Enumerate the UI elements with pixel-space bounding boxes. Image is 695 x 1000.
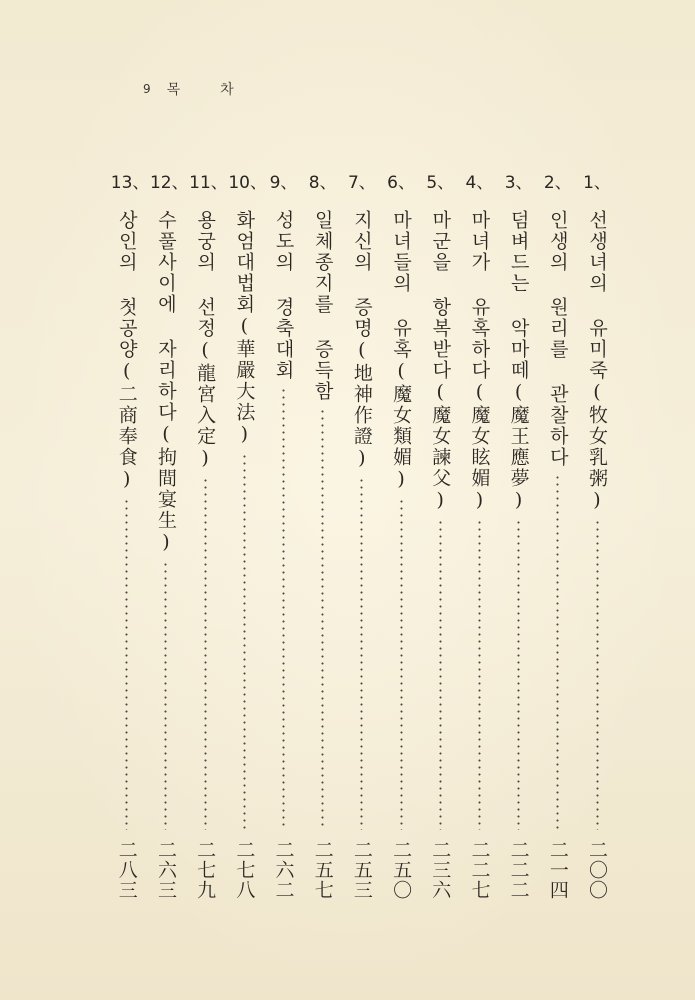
entry-page: 二六二 (272, 840, 295, 900)
entry-number: 4、 (465, 173, 494, 193)
entry-body (463, 210, 495, 900)
toc-entry[interactable] (346, 172, 378, 912)
entry-page: 二六三 (154, 840, 177, 900)
dot-leader (204, 477, 207, 830)
entry-title: 선생녀의 유미죽(牧女乳粥) (586, 210, 608, 513)
entry-body (307, 210, 339, 900)
dot-leader (400, 498, 403, 830)
entry-page: 二五〇 (390, 840, 413, 900)
entry-page: 二三六 (429, 840, 452, 900)
toc-entry[interactable] (268, 172, 300, 912)
dot-leader (517, 519, 520, 830)
toc-entry[interactable] (189, 172, 228, 912)
entry-number: 6、 (387, 173, 415, 193)
entry-body (542, 210, 574, 900)
entry-title: 수풀사이에 자리하다(拘間宴生) (154, 210, 177, 555)
dot-leader (282, 387, 285, 830)
entry-number: 3、 (504, 173, 533, 193)
toc-entry[interactable] (463, 172, 495, 912)
entry-title: 용궁의 선정(龍宮入定) (194, 210, 217, 471)
dot-leader (360, 477, 363, 830)
dot-leader (321, 408, 324, 830)
entry-number: 12、 (149, 173, 189, 193)
entry-title: 마군을 항복받다(魔女諫父) (429, 210, 452, 513)
entry-body (385, 210, 417, 900)
entry-body (424, 210, 456, 900)
dot-leader (439, 519, 442, 830)
entry-page: 二二七 (468, 840, 491, 900)
entry-page: 二五三 (350, 840, 373, 900)
dot-leader (243, 453, 246, 830)
entry-title: 마녀가 유혹하다(魔女眩媚) (468, 210, 491, 513)
entry-title: 인생의 원리를 관찰하다 (546, 210, 569, 468)
entry-number: 5、 (426, 173, 455, 193)
entry-title: 마녀들의 유혹(魔女類媚) (390, 210, 413, 492)
entry-title: 상인의 첫공양(二商奉食) (115, 210, 138, 492)
toc-entry[interactable] (424, 172, 456, 912)
page-header (143, 78, 274, 100)
toc-entry[interactable] (110, 172, 150, 912)
entry-title: 지신의 증명(地神作證) (350, 210, 373, 471)
entry-page: 二一四 (546, 840, 569, 900)
entry-number: 9、 (269, 173, 298, 193)
entry-body (346, 210, 378, 900)
toc-entry[interactable] (503, 172, 535, 912)
entry-number: 1、 (583, 173, 611, 193)
entry-page: 二〇〇 (586, 840, 608, 900)
table-of-contents (111, 172, 613, 912)
entry-body (111, 210, 143, 900)
toc-entry[interactable] (385, 172, 417, 912)
entry-title: 덤벼드는 악마떼(魔王應夢) (507, 210, 530, 513)
dot-leader (125, 498, 128, 830)
entry-body (268, 210, 300, 900)
toc-entry[interactable] (307, 172, 339, 912)
entry-number: 8、 (308, 173, 337, 193)
toc-entry[interactable] (149, 172, 189, 912)
entry-body (228, 210, 260, 900)
page-title: 목차 (166, 82, 274, 98)
entry-page: 二二二 (507, 840, 530, 900)
dot-leader (556, 474, 559, 830)
dot-leader (164, 561, 167, 830)
entry-number: 7、 (347, 173, 376, 193)
toc-entry[interactable] (581, 172, 613, 912)
entry-number: 11、 (189, 173, 228, 193)
entry-page: 二八三 (115, 840, 138, 900)
entry-number: 2、 (543, 173, 572, 193)
entry-title: 화엄대법회(華嚴大法) (233, 210, 256, 447)
entry-body (150, 210, 182, 900)
entry-page: 二五七 (311, 840, 334, 900)
entry-number: 10、 (228, 173, 267, 193)
entry-title: 일체종지를 증득함 (311, 210, 334, 402)
dot-leader (596, 519, 599, 830)
entry-body (503, 210, 535, 900)
entry-body (581, 210, 613, 900)
toc-entry[interactable] (542, 172, 574, 912)
entry-page: 二七九 (194, 840, 217, 900)
entry-page: 二七八 (233, 840, 256, 900)
entry-number: 13、 (110, 173, 150, 193)
entry-title: 성도의 경축대회 (272, 210, 295, 381)
page-number: 9 (143, 82, 151, 96)
dot-leader (478, 519, 481, 830)
entry-body (189, 210, 221, 900)
toc-entry[interactable] (228, 172, 267, 912)
